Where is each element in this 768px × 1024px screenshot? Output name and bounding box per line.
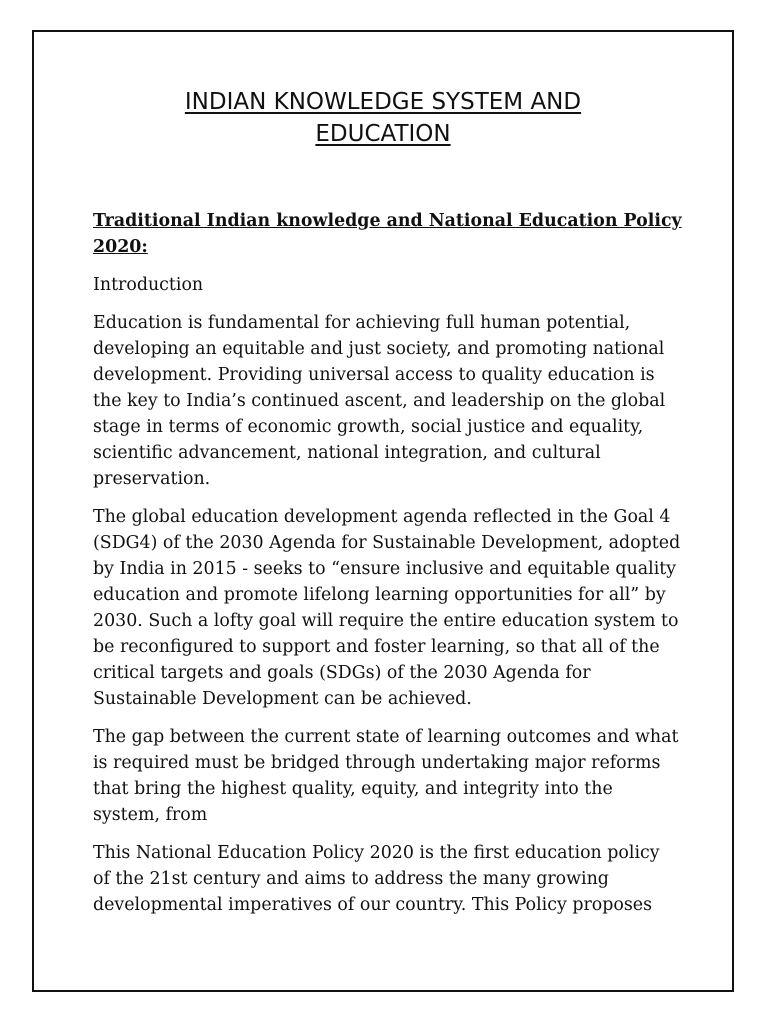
paragraph-2 [93, 504, 683, 712]
document-body [93, 208, 683, 930]
text-line: preservation. [93, 469, 211, 489]
text-line: critical targets and goals (SDGs) of the 2030 Agenda for [93, 663, 591, 683]
text-line: This National Education Policy 2020 is the first education policy [93, 843, 660, 863]
text-line: developing an equitable and just society, and promoting national [93, 339, 665, 359]
heading-line: 2020: [93, 237, 148, 257]
text-line: Education is fundamental for achieving full human potential, [93, 313, 631, 333]
title-line: INDIAN KNOWLEDGE SYSTEM AND [184, 89, 582, 115]
section-heading [93, 208, 683, 260]
text-line: The gap between the current state of learning outcomes and what [93, 727, 679, 747]
text-line: 2030. Such a lofty goal will require the entire education system to [93, 611, 679, 631]
text-line: that bring the highest quality, equity, and integrity into the [93, 779, 613, 799]
text-line: Sustainable Development can be achieved. [93, 689, 472, 709]
text-line: scientific advancement, national integration, and cultural [93, 443, 601, 463]
title-line: EDUCATION [315, 121, 451, 147]
paragraph-4 [93, 840, 683, 918]
text-line: of the 21st century and aims to address the many growing [93, 869, 609, 889]
text-line: be reconfigured to support and foster learning, so that all of the [93, 637, 660, 657]
paragraph-1 [93, 310, 683, 492]
text-line: stage in terms of economic growth, social justice and equality, [93, 417, 644, 437]
text-line: (SDG4) of the 2030 Agenda for Sustainable Development, adopted [93, 533, 681, 553]
text-line: system, from [93, 805, 208, 825]
text-line: developmental imperatives of our country. This Policy proposes [93, 895, 652, 915]
heading-line: Traditional Indian knowledge and National Education Policy [93, 211, 682, 231]
text-line: is required must be bridged through undertaking major reforms [93, 753, 661, 773]
text-line: development. Providing universal access to quality education is [93, 365, 655, 385]
document-title [34, 86, 732, 150]
text-line: the key to India’s continued ascent, and leadership on the global [93, 391, 666, 411]
text-line: The global education development agenda reflected in the Goal 4 [93, 507, 671, 527]
intro-label: Introduction [93, 275, 204, 295]
text-line: by India in 2015 - seeks to “ensure inclusive and equitable quality [93, 559, 677, 579]
text-line: education and promote lifelong learning opportunities for all” by [93, 585, 666, 605]
paragraph-3 [93, 724, 683, 828]
